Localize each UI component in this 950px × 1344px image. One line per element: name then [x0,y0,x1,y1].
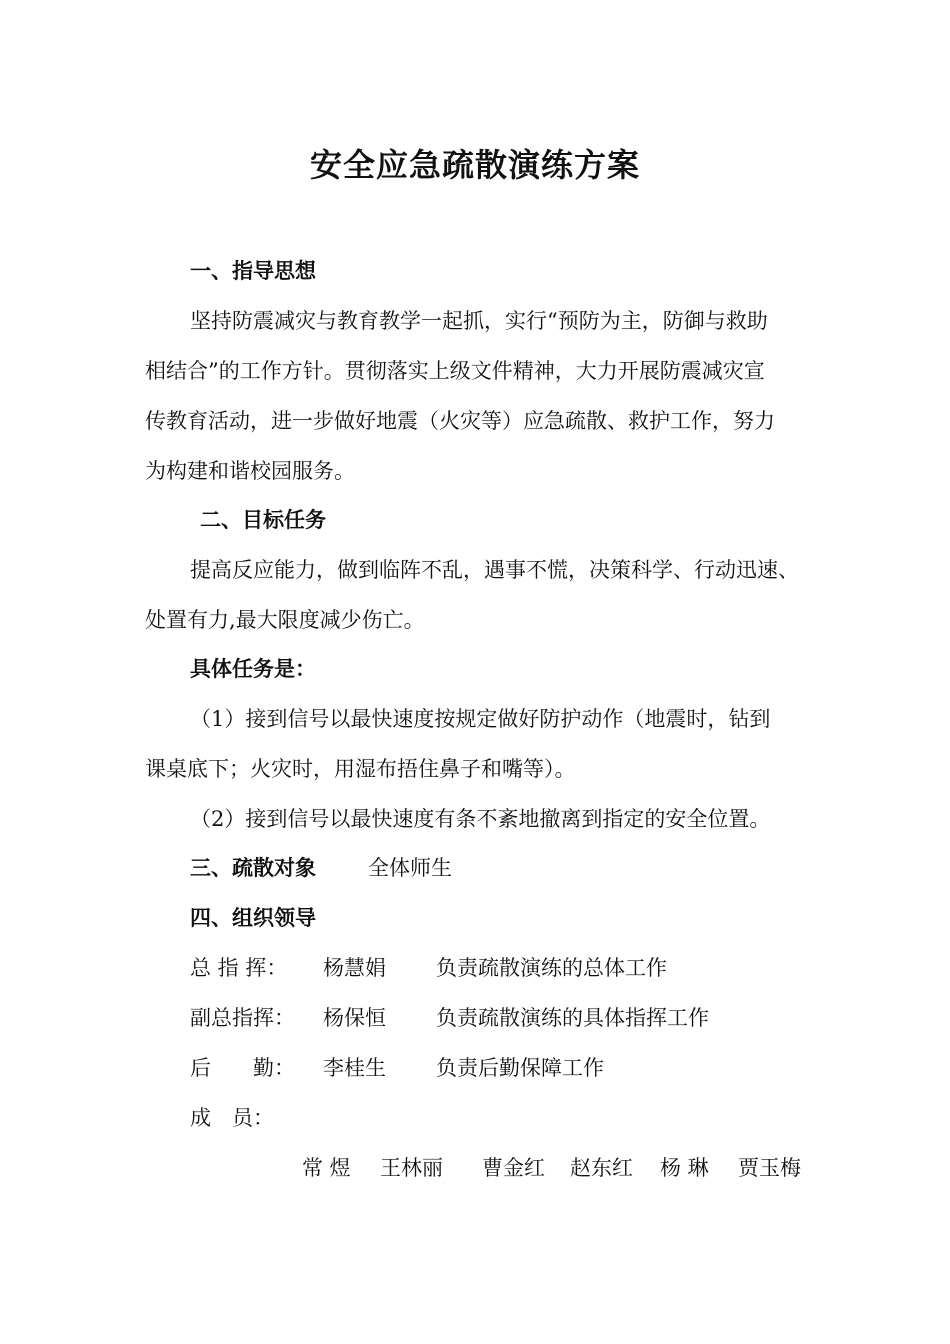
member-name: 曹金红 [482,1156,545,1180]
leader-duty: 负责疏散演练的总体工作 [436,956,667,980]
paragraph-line: 传教育活动，进一步做好地震（火灾等）应急疏散、救护工作，努力 [145,409,775,433]
leader-name: 杨保恒 [323,1006,386,1030]
section-heading-guiding-ideology: 一、指导思想 [190,258,316,283]
leader-name: 李桂生 [323,1056,386,1080]
leader-duty: 负责疏散演练的具体指挥工作 [436,1006,709,1030]
task-line: 课桌底下；火灾时，用湿布捂住鼻子和嘴等）。 [145,757,576,781]
page-title: 安全应急疏散演练方案 [309,146,640,184]
leader-role: 后 勤： [190,1056,295,1080]
paragraph-line: 坚持防震减灾与教育教学一起抓，实行“预防为主，防御与救助 [190,309,768,333]
paragraph-line: 相结合”的工作方针。贯彻落实上级文件精神，大力开展防震减灾宣 [145,359,765,383]
member-name: 常 煜 [302,1156,351,1180]
tasks-heading: 具体任务是： [190,656,316,681]
leader-role: 总 指 挥： [190,956,288,980]
member-name: 杨 琳 [660,1156,709,1180]
task-line: （1）接到信号以最快速度按规定做好防护动作（地震时，钻到 [190,707,771,731]
task-line: （2）接到信号以最快速度有条不紊地撤离到指定的安全位置。 [190,807,771,831]
section-heading-organization: 四、组织领导 [190,905,316,930]
section-heading-goals: 二、目标任务 [200,507,326,532]
section-heading-evacuation-target: 三、疏散对象 [190,855,316,880]
members-label: 成 员： [190,1106,274,1130]
leader-role: 副总指挥： [190,1006,295,1030]
paragraph-line: 提高反应能力，做到临阵不乱，遇事不慌，决策科学、行动迅速、 [190,558,799,582]
leader-name: 杨慧娟 [323,956,386,980]
paragraph-line: 处置有力,最大限度减少伤亡。 [145,608,425,632]
member-name: 王林丽 [380,1156,443,1180]
member-name: 赵东红 [570,1156,633,1180]
member-name: 贾玉梅 [738,1156,801,1180]
leader-duty: 负责后勤保障工作 [436,1056,604,1080]
evacuation-target-value: 全体师生 [368,856,452,880]
paragraph-line: 为构建和谐校园服务。 [145,459,355,483]
